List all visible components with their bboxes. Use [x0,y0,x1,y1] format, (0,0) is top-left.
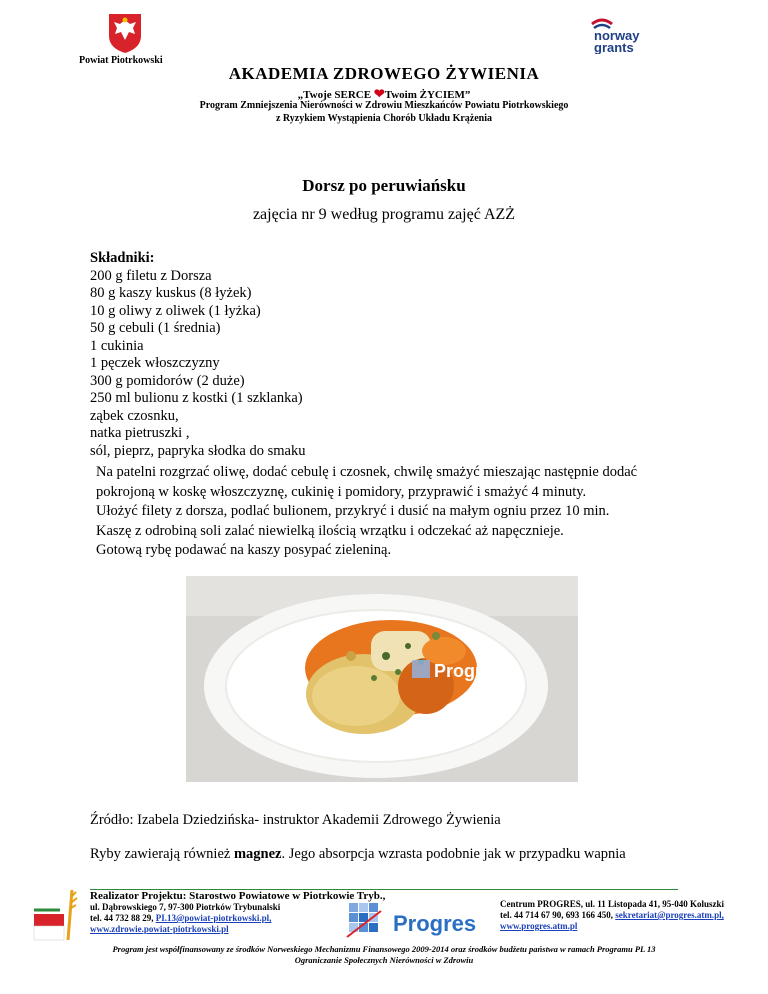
email-link[interactable]: PI.13@powiat-piotrkowski.pl, [155,913,272,923]
preparation-line: Gotową rybę podawać na kaszy posypać zieleniną. [96,542,392,558]
fish-note [90,846,626,863]
heart-icon: ❤ [373,86,385,101]
program-logo-icon [30,886,80,944]
footer-right-line-2 [500,910,724,921]
progres-grid-icon [347,903,381,937]
preparation-line: Kaszę z odrobiną soli zalać niewielką ilością wrzątku i odczekać aż napęcznieje. [96,522,564,539]
footer-left-phone: tel. 44 732 88 29, [90,913,156,923]
funding-note-line-2: Ograniczanie Społecznych Nierówności w Zdrowiu [294,955,474,965]
progres-email-link[interactable]: sekretariat@progres.atm.pl, [615,910,724,920]
progres-website-link[interactable]: www.progres.atm.pl [500,921,578,931]
footer-left-line-3 [90,913,385,924]
progres-watermark [412,660,502,681]
recipe-title: Dorsz po peruwiańsku [302,176,466,195]
ingredient-item: 50 g cebuli (1 średnia) [90,320,221,336]
ingredient-item: 250 ml bulionu z kostki (1 szklanka) [90,390,303,406]
norway-logo-word2: grants [594,40,634,54]
fish-note-start: Ryby zawierają również [90,846,234,862]
ingredients-heading: Składniki: [90,250,155,266]
fish-note-end: . Jego absorpcja wzrasta podobnie jak w przypadku wapnia [281,846,626,862]
ingredient-item: natka pietruszki , [90,425,190,441]
progres-logo-text: Progres [393,911,477,936]
recipe-source: Źródło: Izabela Dziedzińska- instruktor Akademii Zdrowego Żywienia [90,812,501,828]
ingredient-item: 1 cukinia [90,337,144,354]
preparation-line: pokrojoną w koskę włoszczyznę, cukinię i pomidory, przyprawić i smażyć 4 minuty. [96,483,587,500]
norway-grants-logo [586,16,666,54]
ingredients-block [90,250,305,460]
preparation-line: Na patelni rozgrzać oliwę, dodać cebulę i czosnek, chwilę smażyć mieszając następnie dodać [96,464,638,480]
program-line-1: Program Zmniejszenia Nierówności w Zdrowiu Mieszkańców Powiatu Piotrkowskiego [199,100,569,111]
ingredient-item: 300 g pomidorów (2 duże) [90,372,245,389]
website-link[interactable]: www.zdrowie.powiat-piotrkowski.pl [90,924,229,934]
recipe-subtitle: zajęcia nr 9 według programu zajęć AZŻ [252,206,516,223]
footer-right-contact [500,899,724,932]
ingredient-item: ząbek czosnku, [90,407,179,424]
funding-note-line-1: Program jest współfinansowany ze środków Norweskiego Mechanizmu Finansowego 2009-2014 oraz środków budżetu państwa w ramach Programu PL 13 [112,944,656,954]
footer-right-line-1: Centrum PROGRES, ul. 11 Listopada 41, 95-040 Koluszki [500,899,725,909]
footer-left-line-1: Realizator Projektu: Starostwo Powiatowe w Piotrkowie Tryb., [90,890,386,902]
county-crest-icon [107,12,143,54]
ingredient-item: 80 g kaszy kuskus (8 łyżek) [90,285,252,301]
norway-grants-icon [586,16,666,54]
ingredient-item: 1 pęczek włoszczyzny [90,355,220,371]
ingredient-item: sól, pieprz, papryka słodka do smaku [90,442,306,459]
preparation-line: Ułożyć filety z dorsza, podlać bulionem, przykryć i dusić na małym ogniu przez 10 min. [96,503,610,519]
motto-start: „Twoje SERCE [297,89,374,101]
ingredient-item: 200 g filetu z Dorsza [90,267,212,284]
dish-photo [186,576,578,782]
county-name: Powiat Piotrkowski [79,55,163,66]
ingredient-item: 10 g oliwy z oliwek (1 łyżka) [90,302,261,319]
footer-left-line-2: ul. Dąbrowskiego 7, 97-300 Piotrków Trybunalski [90,902,281,912]
academy-title: AKADEMIA ZDROWEGO ŻYWIENIA [228,64,540,83]
fish-note-bold: magnez [233,846,282,862]
program-line-2: z Ryzykiem Wystąpienia Chorób Układu Krążenia [275,113,493,124]
preparation-block [96,463,637,561]
footer-left-contact [90,891,385,935]
footer-right-phone: tel. 44 714 67 90, 693 166 450, [500,910,616,920]
motto-end: Twoim ŻYCIEM” [384,89,471,101]
norway-logo-word1: norway [594,28,640,43]
photo-watermark-text: Progres [434,661,503,681]
progres-logo [345,901,495,941]
